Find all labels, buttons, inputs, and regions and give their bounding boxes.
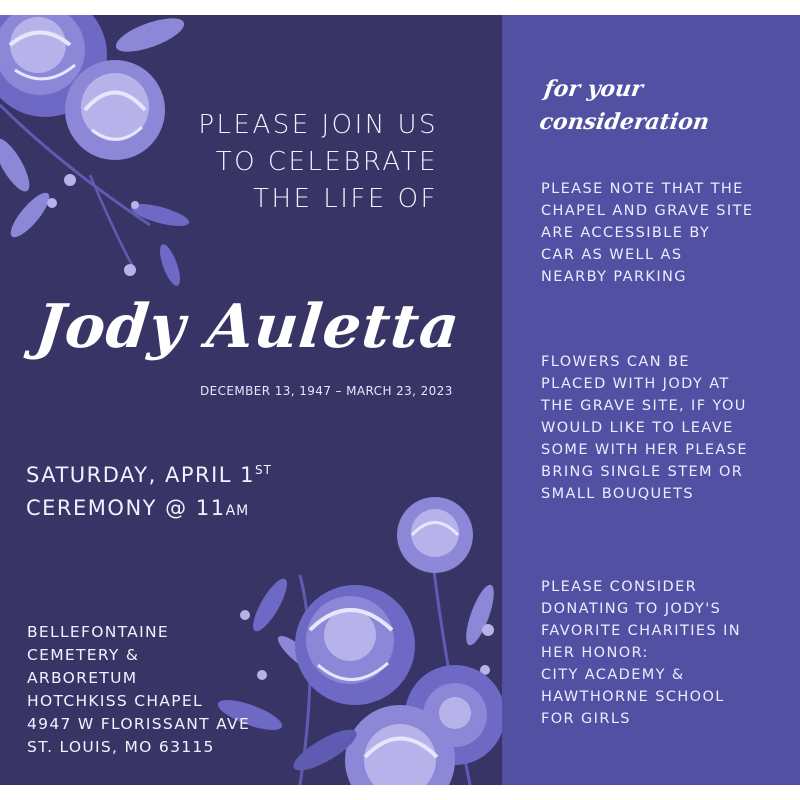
note-line: SOME WITH HER PLEASE	[541, 442, 748, 458]
intro-line: TO CELEBRATE	[215, 147, 438, 177]
consideration-panel	[502, 15, 800, 785]
address-line: ARBORETUM	[27, 669, 138, 687]
floral-cluster-bottom	[215, 497, 502, 785]
note-accessibility	[541, 178, 753, 288]
invitation-heading	[198, 107, 438, 218]
address-line: CEMETERY &	[27, 646, 140, 664]
venue-address	[27, 621, 250, 759]
note-line: WOULD LIKE TO LEAVE	[541, 420, 734, 436]
note-flowers	[541, 351, 748, 505]
event-day-suffix: ST	[255, 463, 272, 477]
note-line: ARE ACCESSIBLE BY	[541, 225, 711, 241]
event-day	[26, 459, 272, 492]
ceremony-time	[26, 492, 272, 528]
ceremony-text: CEREMONY @ 11	[26, 496, 226, 520]
note-line: SMALL BOUQUETS	[541, 486, 694, 502]
note-line: THE GRAVE SITE, IF YOU	[541, 398, 747, 414]
address-line: ST. LOUIS, MO 63115	[27, 738, 215, 756]
title-line: for your	[542, 76, 645, 102]
event-details	[26, 459, 272, 528]
note-line: PLACED WITH JODY AT	[541, 376, 730, 392]
note-line: NEARBY PARKING	[541, 269, 687, 285]
invitation-panel	[0, 15, 502, 785]
consideration-title	[537, 73, 716, 139]
event-day-text: SATURDAY, APRIL 1	[26, 463, 256, 487]
note-line: HER HONOR:	[541, 645, 649, 661]
title-line: consideration	[537, 109, 711, 135]
note-line: FOR GIRLS	[541, 711, 631, 727]
address-line: 4947 W FLORISSANT AVE	[27, 715, 251, 733]
note-line: BRING SINGLE STEM OR	[541, 464, 744, 480]
note-line: FLOWERS CAN BE	[541, 354, 690, 370]
address-line: BELLEFONTAINE	[27, 623, 169, 641]
intro-line: PLEASE JOIN US	[198, 110, 438, 140]
intro-line: THE LIFE OF	[253, 184, 438, 214]
memorial-card	[0, 15, 800, 785]
note-line: PLEASE CONSIDER	[541, 579, 698, 595]
note-line: CAR AS WELL AS	[541, 247, 683, 263]
note-line: FAVORITE CHARITIES IN	[541, 623, 741, 639]
note-line: CITY ACADEMY &	[541, 667, 685, 683]
note-line: CHAPEL AND GRAVE SITE	[541, 203, 754, 219]
note-line: HAWTHORNE SCHOOL	[541, 689, 725, 705]
floral-cluster-top	[0, 15, 191, 288]
note-line: PLEASE NOTE THAT THE	[541, 181, 744, 197]
honoree-name: Jody Auletta	[32, 292, 464, 362]
ceremony-suffix: AM	[225, 503, 250, 519]
life-dates: DECEMBER 13, 1947 – MARCH 23, 2023	[200, 384, 453, 398]
note-line: DONATING TO JODY'S	[541, 601, 722, 617]
address-line: HOTCHKISS CHAPEL	[27, 692, 203, 710]
note-donations	[541, 576, 741, 730]
